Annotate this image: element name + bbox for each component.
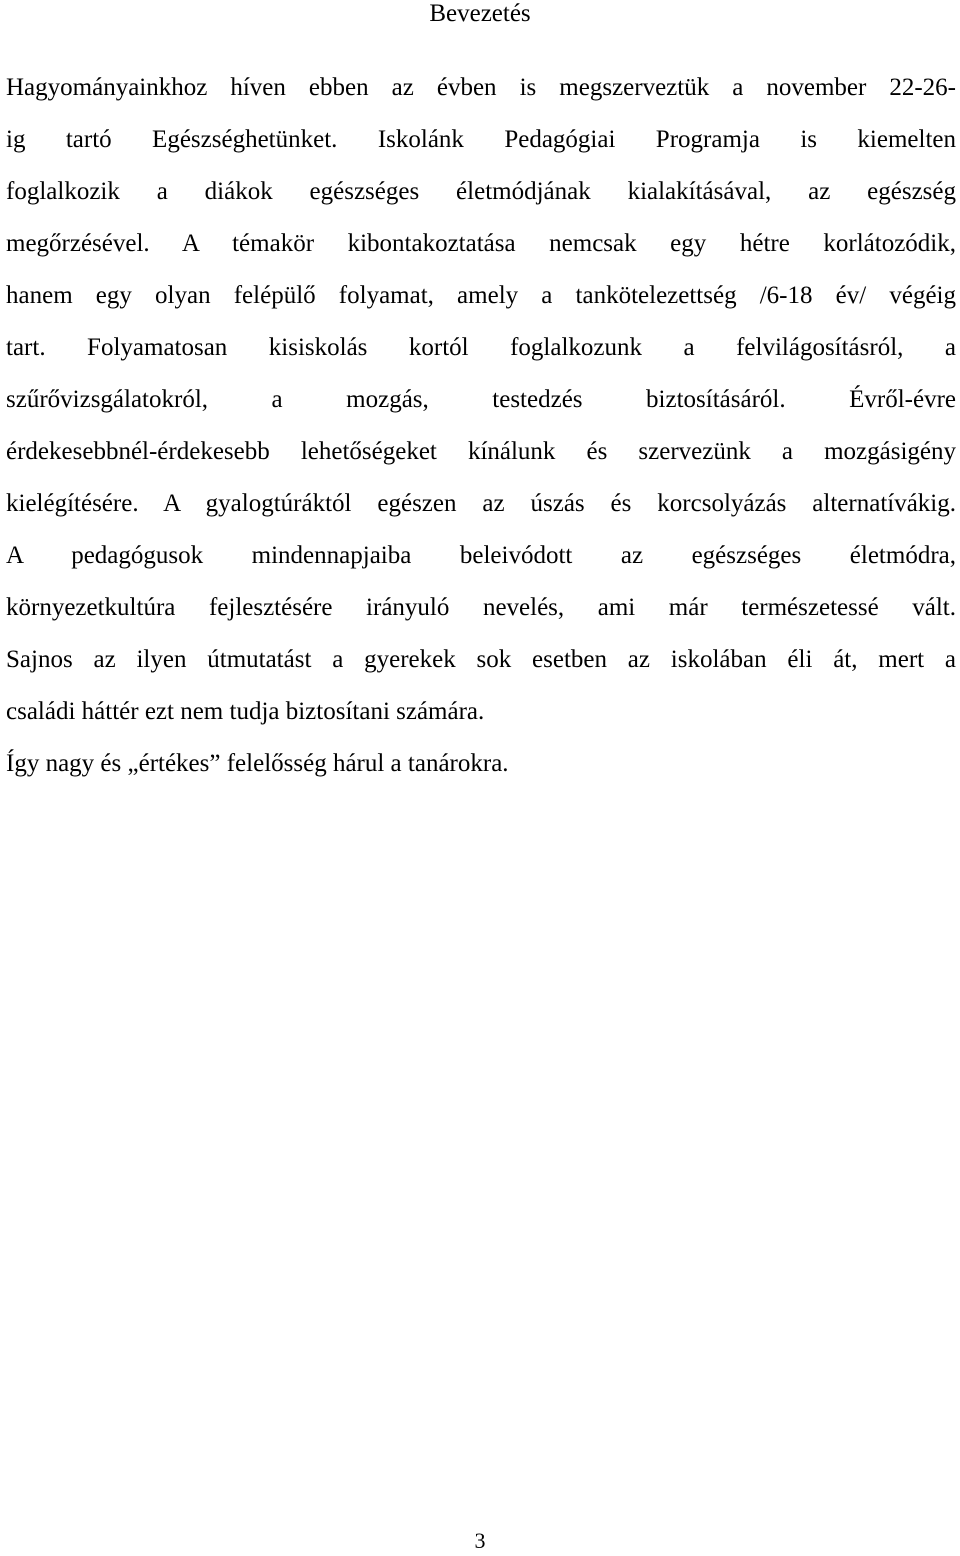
paragraph-line: környezetkultúra fejlesztésére irányuló nevelés, ami már természetessé vált.: [6, 594, 956, 621]
paragraph-line: Sajnos az ilyen útmutatást a gyerekek sok esetben az iskolában éli át, mert a: [6, 646, 956, 673]
paragraph-line: Hagyományainkhoz híven ebben az évben is megszerveztük a november 22-26-: [6, 74, 956, 101]
page-number: 3: [474, 1528, 486, 1553]
paragraph-line: megőrzésével. A témakör kibontakoztatása nemcsak egy hétre korlátozódik,: [6, 230, 956, 257]
paragraph-line: ig tartó Egészséghetünket. Iskolánk Pedagógiai Programja is kiemelten: [6, 126, 956, 153]
paragraph-line: foglalkozik a diákok egészséges életmódjának kialakításával, az egészség: [6, 178, 956, 205]
paragraph-line: A pedagógusok mindennapjaiba beleivódott az egészséges életmódra,: [6, 542, 956, 569]
paragraph-line: Így nagy és „értékes” felelősség hárul a tanárokra.: [6, 750, 509, 777]
body-paragraph: [6, 62, 956, 790]
paragraph-line: hanem egy olyan felépülő folyamat, amely a tankötelezettség /6-18 év/ végéig: [6, 282, 956, 309]
paragraph-line: kielégítésére. A gyalogtúráktól egészen az úszás és korcsolyázás alternatívákig.: [6, 490, 956, 517]
page-title: Bevezetés: [429, 0, 531, 27]
paragraph-line: családi háttér ezt nem tudja biztosítani számára.: [6, 698, 485, 725]
paragraph-line: érdekesebbnél-érdekesebb lehetőségeket kínálunk és szervezünk a mozgásigény: [6, 438, 956, 465]
paragraph-line: tart. Folyamatosan kisiskolás kortól foglalkozunk a felvilágosításról, a: [6, 334, 956, 361]
paragraph-line: szűrővizsgálatokról, a mozgás, testedzés biztosításáról. Évről-évre: [6, 386, 956, 413]
